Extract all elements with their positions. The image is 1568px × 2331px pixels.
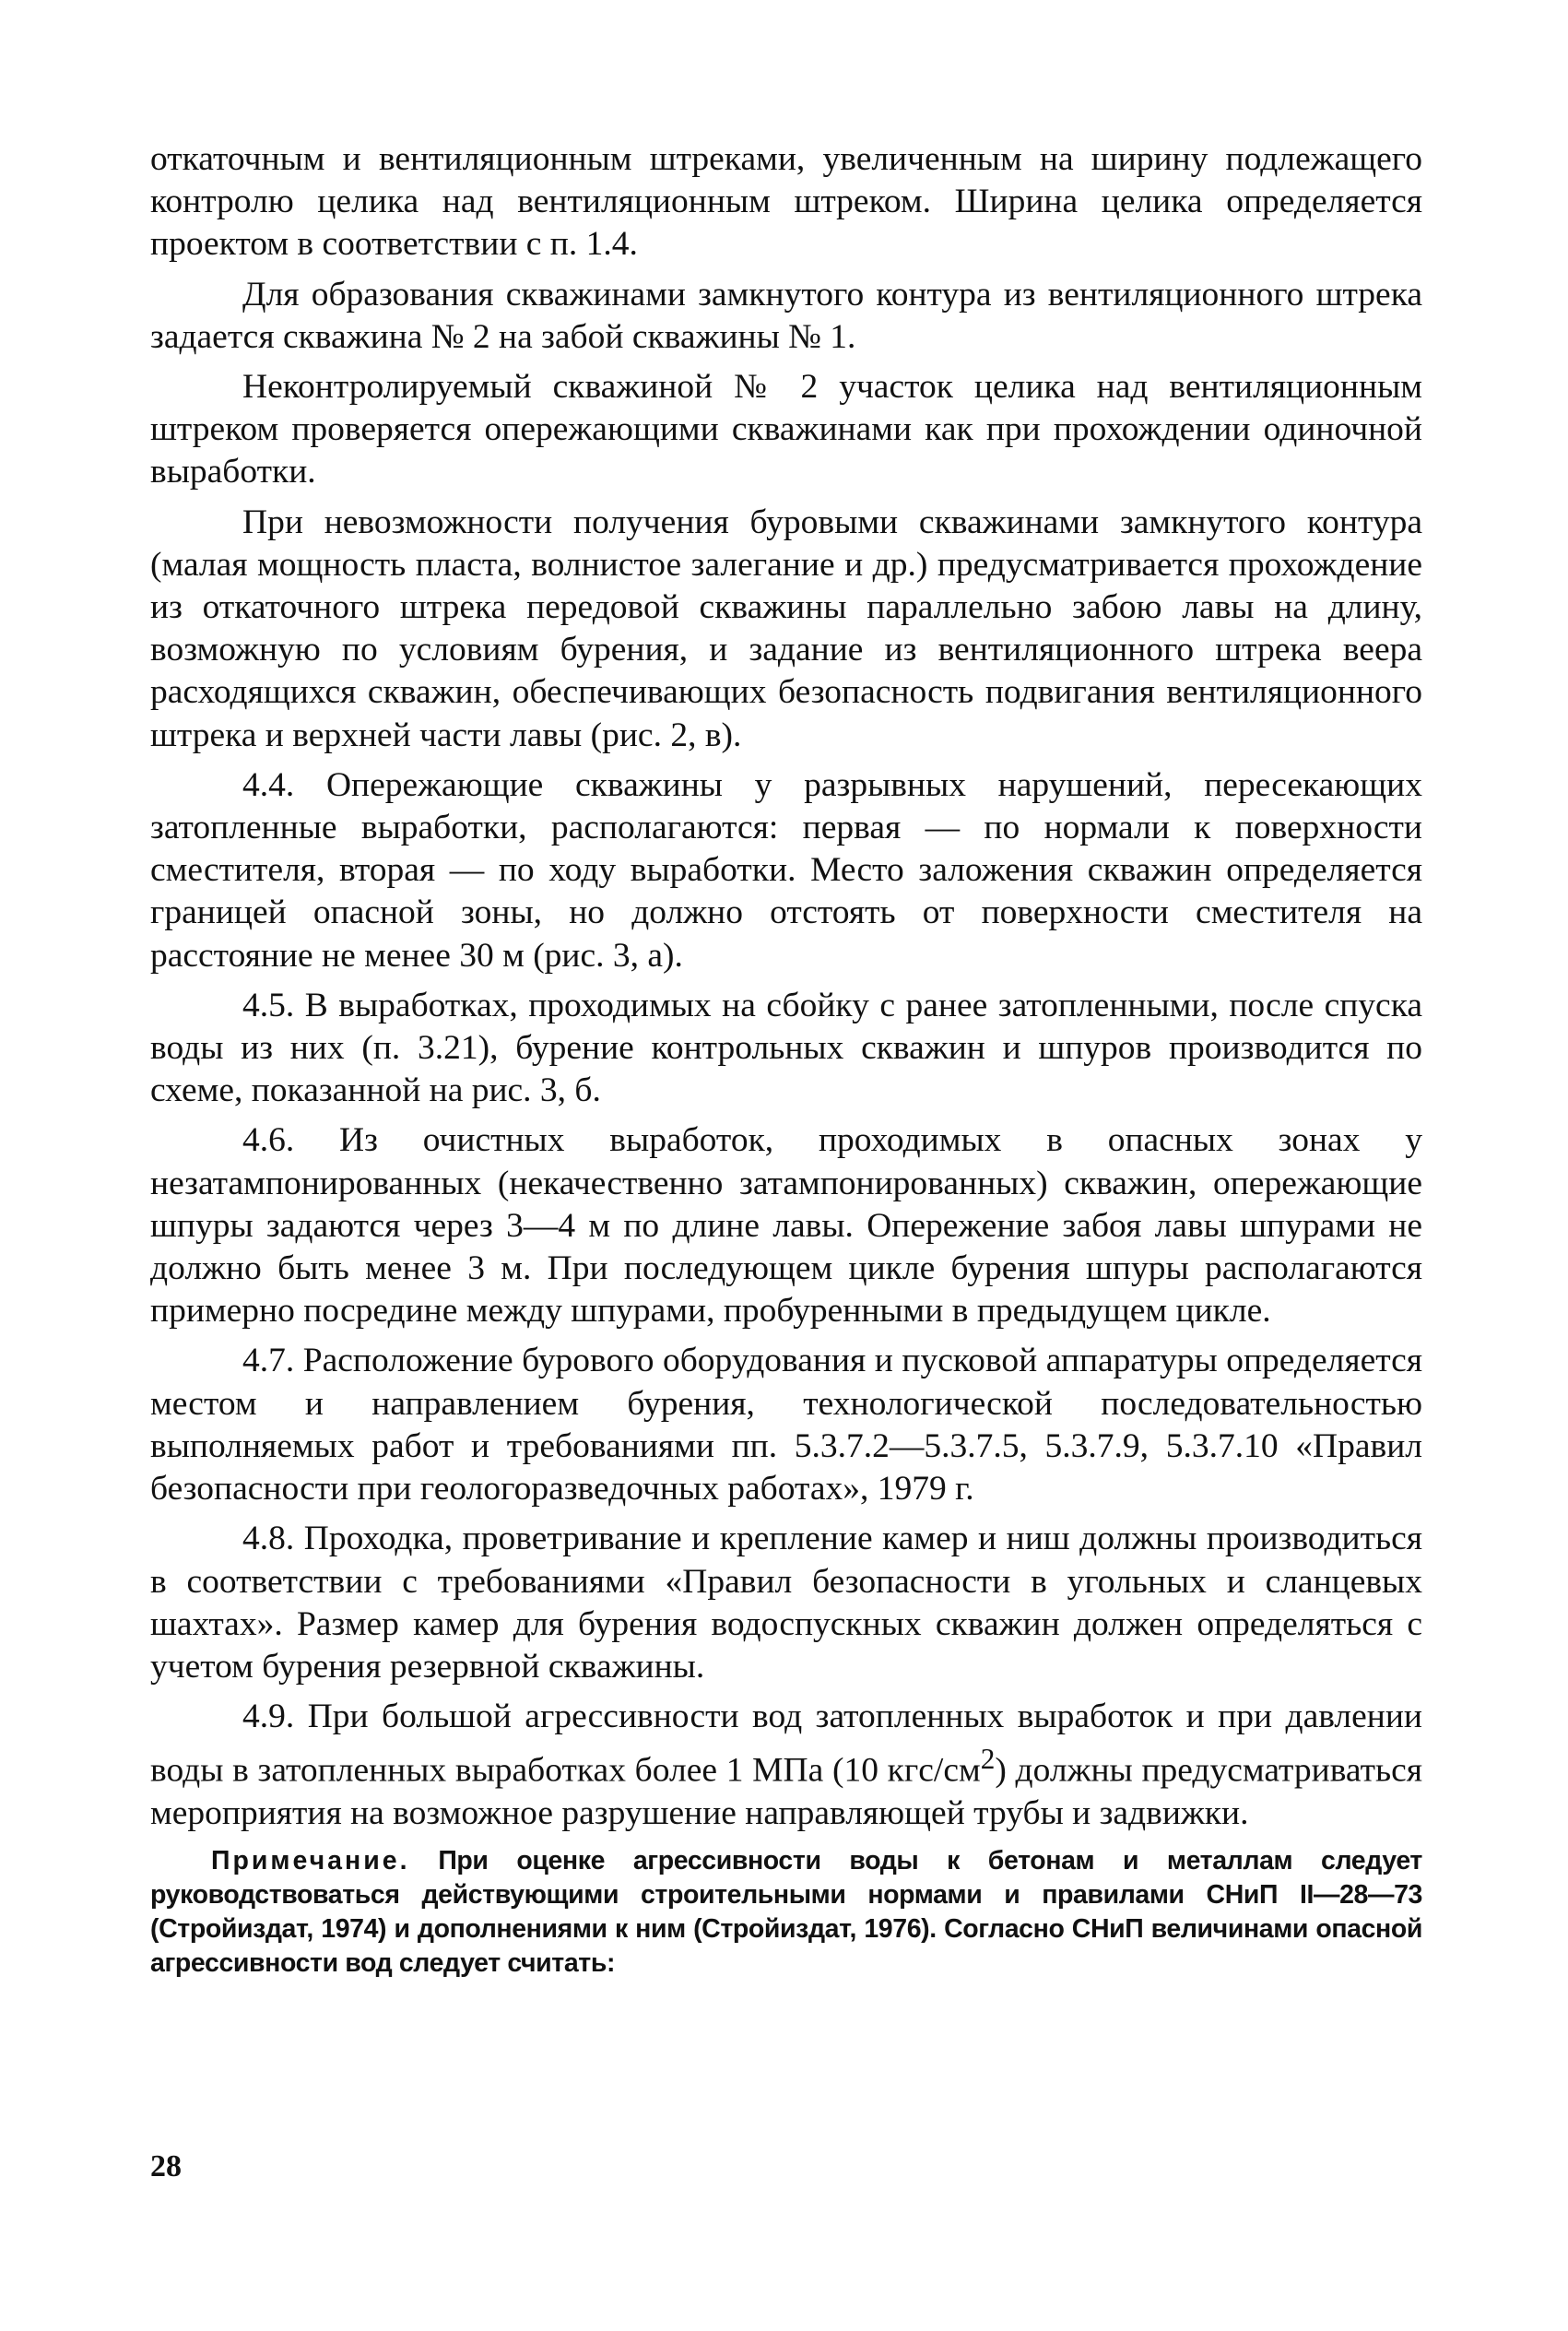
note (150, 1844, 1422, 1981)
paragraph-continuation: откаточным и вентиляционным штреками, увеличенным на ширину подлежащего контролю целика над вентиляционным штреком. Ширина целика определяется проектом в соответствии с п. 1.4. (150, 140, 1422, 264)
paragraph-4-5: 4.5. В выработках, проходимых на сбойку с ранее затопленными, после спуска воды из них (п. 3.21), бурение контрольных скважин и шпуров производится по схеме, показанной на рис. 3, б. (150, 986, 1422, 1110)
paragraph-4-6: 4.6. Из очистных выработок, проходимых в опасных зонах у незатампонированных (некачественно затампонированных) скважин, опережающие шпуры задаются через 3—4 м по длине лавы. Опережение забоя лавы шпурами не должно быть менее 3 м. При последующем цикле бурения шпуры располагаются примерно посредине между шпурами, пробуренными в предыдущем цикле. (150, 1121, 1422, 1331)
page-number: 28 (150, 2149, 182, 2183)
paragraph-4-9-text-end: ) должны предусматриваться мероприятия на возможное разрушение направляющей трубы и задвижки. (150, 1751, 1422, 1833)
paragraph-impossibility: При невозможности получения буровыми скважинами замкнутого контура (малая мощность пласта, волнистое залегание и др.) предусматривается прохождение из откаточного штрека передовой скважины параллельно забою лавы на длину, возможную по условиям бурения, и задание из вентиляционного штрека веера расходящихся скважин, обеспечивающих безопасность подвигания вентиляционного штрека и верхней части лавы (рис. 2, в). (150, 503, 1422, 754)
note-text: При оценке агрессивности воды к бетонам и металлам следует руководствоваться действующими строительными нормами и правилами СНиП II—28—73 (Стройиздат, 1974) и дополнениями к ним (Стройиздат, 1976). Согласно СНиП величинами опасной агрессивности вод следует считать: (150, 1846, 1422, 1979)
paragraph-4-8: 4.8. Проходка, проветривание и крепление камер и ниш должны производиться в соответствии с требованиями «Правил безопасности в угольных и сланцевых шахтах». Размер камер для бурения водоспускных скважин должен определяться с учетом бурения резервной скважины. (150, 1520, 1422, 1686)
paragraph-4-9 (150, 1696, 1422, 1835)
paragraph-uncontrolled-section: Неконтролируемый скважиной № 2 участок целика над вентиляционным штреком проверяется опережающими скважинами как при прохождении одиночной выработки. (150, 368, 1422, 491)
paragraph-4-7: 4.7. Расположение бурового оборудования и пусковой аппаратуры определяется местом и направлением бурения, технологической последовательностью выполняемых работ и требованиями пп. 5.3.7.2—5.3.7.5, 5.3.7.9, 5.3.7.10 «Правил безопасности при геологоразведочных работах», 1979 г. (150, 1342, 1422, 1509)
paragraph-4-4: 4.4. Опережающие скважины у разрывных нарушений, пересекающих затопленные выработки, располагаются: первая — по нормали к поверхности сместителя, вторая — по ходу выработки. Место заложения скважин определяется границей опасной зоны, но должно отстоять от поверхности сместителя на расстояние не менее 30 м (рис. 3, а). (150, 765, 1422, 975)
note-label: Примечание. (211, 1846, 410, 1876)
document-page (150, 138, 1422, 1981)
paragraph-closed-contour: Для образования скважинами замкнутого контура из вентиляционного штрека задается скважина № 2 на забой скважины № 1. (150, 275, 1422, 356)
paragraph-4-9-text-start: 4.9. При большой агрессивности вод затопленных выработок и при давлении воды в затопленных выработках более 1 МПа (10 кгс/см (150, 1698, 1422, 1790)
superscript: 2 (980, 1743, 996, 1776)
